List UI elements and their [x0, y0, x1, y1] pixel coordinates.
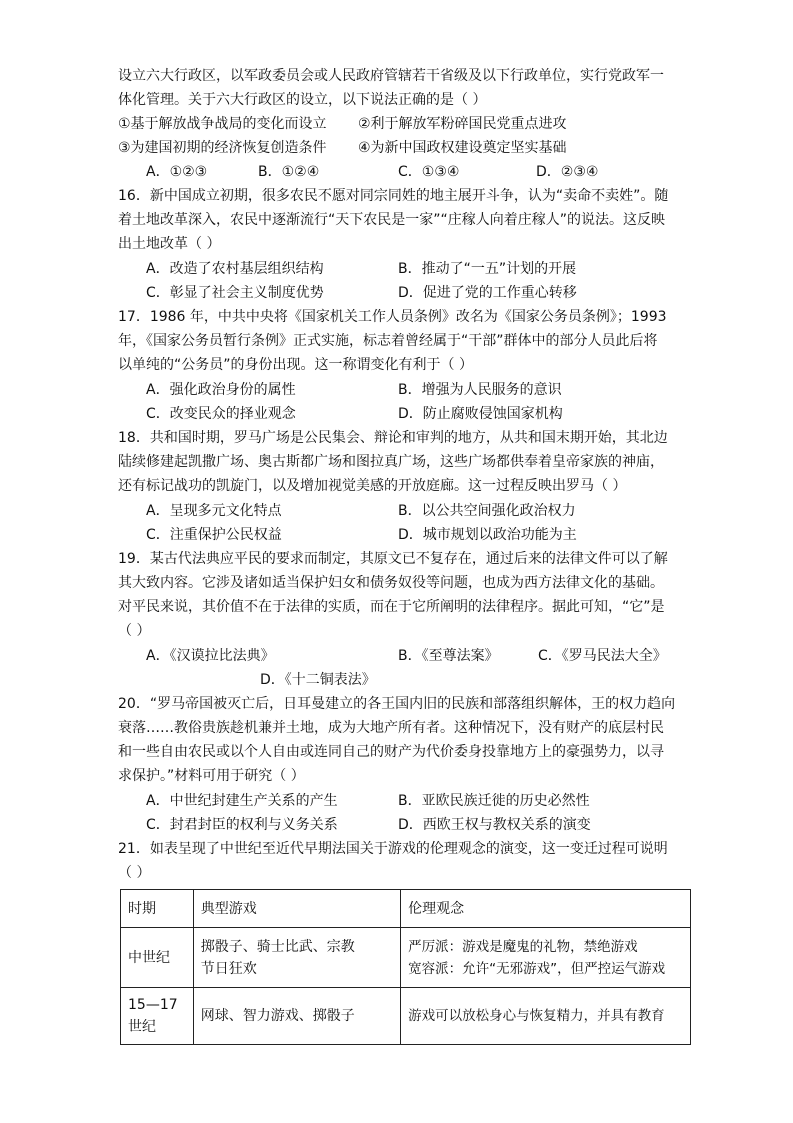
- q20-option-b: B．亚欧民族迁徙的历史必然性: [398, 793, 590, 809]
- ethics-line: 严厉派：游戏是魔鬼的礼物，禁绝游戏: [408, 938, 638, 955]
- q19-option-a: A．《汉谟拉比法典》: [146, 648, 275, 664]
- q20-stem-line-1: 20．“罗马帝国被灭亡后，日耳曼建立的各王国内旧的民族和部落组织解体，王的权力趋向: [118, 696, 676, 712]
- q15-statement-1: ①基于解放战争战局的变化而设立: [118, 116, 327, 132]
- q16-stem-line-1: 16．新中国成立初期，很多农民不愿对同宗同姓的地主展开斗争，认为“卖命不卖姓”。随: [118, 188, 669, 204]
- q21-table: [120, 889, 691, 1045]
- q18-stem-line-3: 还有标记战功的凯旋门，以及增加视觉美感的开放庭廊。这一过程反映出罗马（ ）: [118, 478, 627, 494]
- table-cell-period: 15—17世纪: [121, 988, 194, 1045]
- q15-option-b: B．①②④: [258, 164, 320, 180]
- q16-option-b: B．推动了“一五”计划的开展: [398, 261, 577, 277]
- q21-stem-line-1: 21．如表呈现了中世纪至近代早期法国关于游戏的伦理观念的演变，这一变迁过程可说明: [118, 841, 668, 857]
- q18-stem-line-2: 陆续修建起凯撒广场、奥古斯都广场和图拉真广场，这些广场都供奉着皇帝家族的神庙，: [118, 454, 664, 470]
- q19-option-b: B．《至尊法案》: [398, 648, 499, 664]
- q20-stem-line-3: 和一些自由农民或以个人自由或连同自己的财产为代价委身投靠地方上的豪强势力，以寻: [118, 744, 664, 760]
- q16-stem-line-2: 着土地改革深入，农民中逐渐流行“天下农民是一家”“庄稼人向着庄稼人”的说法。这反映: [118, 212, 666, 228]
- table-header-games: 典型游戏: [193, 890, 400, 928]
- q19-option-d: D．《十二铜表法》: [260, 672, 376, 688]
- q18-option-d: D．城市规划以政治功能为主: [398, 527, 577, 543]
- q21-stem-line-2: （ ）: [118, 865, 151, 881]
- q15-statement-3: ③为建国初期的经济恢复创造条件: [118, 140, 327, 156]
- q18-option-b: B．以公共空间强化政治权力: [398, 503, 576, 519]
- q15-statement-2: ②利于解放军粉碎国民党重点进攻: [358, 116, 567, 132]
- q20-option-a: A．中世纪封建生产关系的产生: [146, 793, 338, 809]
- q17-option-c: C．改变民众的择业观念: [146, 406, 296, 422]
- q15-option-d: D．②③④: [536, 164, 599, 180]
- q20-stem-line-4: 求保护。”材料可用于研究（ ）: [118, 768, 305, 784]
- table-row: [121, 988, 691, 1045]
- q19-stem-line-3: 对平民来说，其价值不在于法律的实质，而在于它所阐明的法律程序。据此可知，“它”是: [118, 599, 665, 615]
- q19-stem-line-1: 19．某古代法典应平民的要求而制定，其原文已不复存在，通过后来的法律文件可以了解: [118, 551, 668, 567]
- q15-stem-line-1: 设立六大行政区，以军政委员会或人民政府管辖若干省级及以下行政单位，实行党政军一: [118, 68, 664, 84]
- table-header-ethics: 伦理观念: [401, 890, 691, 928]
- q15-option-a: A．①②③: [146, 164, 208, 180]
- q19-option-c: C．《罗马民法大全》: [538, 648, 667, 664]
- q17-stem-line-1: 17．1986 年，中共中央将《国家机关工作人员条例》改名为《国家公务员条例》；1993: [118, 309, 667, 325]
- q16-option-c: C．彰显了社会主义制度优势: [146, 285, 324, 301]
- ethics-line: 宽容派：允许“无邪游戏”，但严控运气游戏: [408, 960, 666, 977]
- table-header-row: [121, 890, 691, 928]
- q20-option-c: C．封君封臣的权利与义务关系: [146, 817, 338, 833]
- q16-option-d: D．促进了党的工作重心转移: [398, 285, 577, 301]
- q15-stem-line-2: 体化管理。关于六大行政区的设立，以下说法正确的是（ ）: [118, 92, 487, 108]
- q17-option-b: B．增强为人民服务的意识: [398, 382, 562, 398]
- table-cell-ethics: [401, 988, 691, 1045]
- q18-option-a: A．呈现多元文化特点: [146, 503, 282, 519]
- q15-statement-4: ④为新中国政权建设奠定坚实基础: [358, 140, 567, 156]
- q17-option-d: D．防止腐败侵蚀国家机构: [398, 406, 563, 422]
- q18-stem-line-1: 18．共和国时期，罗马广场是公民集会、辩论和审判的地方，从共和国末期开始，其北边: [118, 430, 668, 446]
- q15-option-c: C．①③④: [398, 164, 460, 180]
- q18-option-c: C．注重保护公民权益: [146, 527, 282, 543]
- table-row: [121, 928, 691, 988]
- q20-option-d: D．西欧王权与教权关系的演变: [398, 817, 591, 833]
- ethics-line: 游戏可以放松身心与恢复精力，并具有教育: [408, 1008, 665, 1024]
- q19-stem-line-4: （ ）: [118, 623, 151, 639]
- q19-stem-line-2: 其大致内容。它涉及诸如适当保护妇女和债务奴役等问题，也成为西方法律文化的基础。: [118, 575, 664, 591]
- q17-option-a: A．强化政治身份的属性: [146, 382, 296, 398]
- q17-stem-line-2: 年，《国家公务员暂行条例》正式实施，标志着曾经属于“干部”群体中的部分人员此后将: [118, 333, 658, 349]
- table-cell-games: 网球、智力游戏、掷骰子: [193, 988, 400, 1045]
- table-cell-games: 掷骰子、骑士比武、宗教节日狂欢: [193, 928, 400, 988]
- table-header-period: 时期: [121, 890, 194, 928]
- table-cell-ethics: [401, 928, 691, 988]
- table-cell-period: 中世纪: [121, 928, 194, 988]
- q17-stem-line-3: 以单纯的“公务员”的身份出现。这一称谓变化有利于（ ）: [118, 357, 473, 373]
- q20-stem-line-2: 衰落……教俗贵族趁机兼并土地，成为大地产所有者。这种情况下，没有财产的底层村民: [118, 720, 664, 736]
- q16-stem-line-3: 出土地改革（ ）: [118, 236, 221, 252]
- q16-option-a: A．改造了农村基层组织结构: [146, 261, 324, 277]
